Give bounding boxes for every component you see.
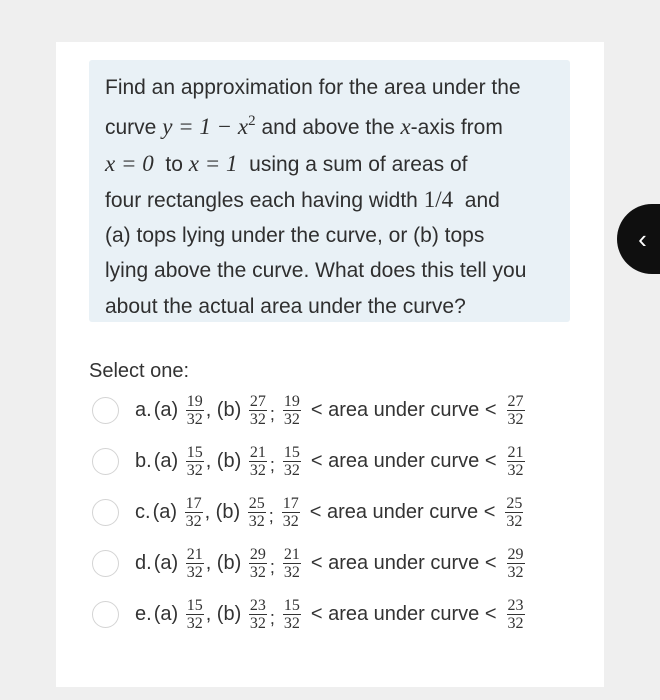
question-text bbox=[89, 60, 570, 322]
radio-button[interactable] bbox=[92, 601, 119, 628]
radio-button[interactable] bbox=[92, 499, 119, 526]
option-b[interactable]: b. (a) $\frac{15}{32}$ , (b) $\frac{21}{32}$ ; $\frac{15}{32}$ < area under curve < $\frac{21}{32}$ bbox=[92, 439, 527, 483]
fraction: $\frac{21}{32}$ bbox=[186, 545, 203, 581]
option-d[interactable]: d. (a) $\frac{21}{32}$ , (b) $\frac{29}{32}$ ; $\frac{21}{32}$ < area under curve < $\frac{29}{32}$ bbox=[92, 541, 527, 585]
fraction: $\frac{27}{32}$ bbox=[507, 392, 524, 428]
chevron-left-icon: ‹ bbox=[638, 223, 647, 254]
fraction: $\frac{21}{32}$ bbox=[283, 545, 300, 581]
fraction: $\frac{15}{32}$ bbox=[283, 443, 300, 479]
question-line-2: curve $y = 1 - x^2$ and above the x-axis from bbox=[105, 113, 503, 140]
question-line-4: four rectangles each having width 1/4 and bbox=[105, 186, 500, 212]
radio-button[interactable] bbox=[92, 397, 119, 424]
fraction: $\frac{21}{32}$ bbox=[249, 443, 266, 479]
fraction: $\frac{15}{32}$ bbox=[283, 596, 300, 632]
question-line-5: (a) tops lying under the curve, or (b) tops bbox=[105, 224, 485, 248]
question-line-3: x = 0 to x = 1 using a sum of areas of bbox=[105, 150, 468, 176]
option-e[interactable]: e. (a) $\frac{15}{32}$ , (b) $\frac{23}{32}$ ; $\frac{15}{32}$ < area under curve < $\frac{23}{32}$ bbox=[92, 592, 527, 636]
fraction: $\frac{25}{32}$ bbox=[506, 494, 523, 530]
fraction: $\frac{19}{32}$ bbox=[186, 392, 203, 428]
fraction: $\frac{23}{32}$ bbox=[249, 596, 266, 632]
question-line-7: about the actual area under the curve? bbox=[105, 294, 466, 318]
quiz-card bbox=[56, 42, 604, 687]
radio-button[interactable] bbox=[92, 550, 119, 577]
fraction: $\frac{21}{32}$ bbox=[507, 443, 524, 479]
fraction: $\frac{27}{32}$ bbox=[249, 392, 266, 428]
fraction: $\frac{15}{32}$ bbox=[186, 596, 203, 632]
collapse-drawer-button[interactable] bbox=[617, 204, 660, 274]
fraction: $\frac{23}{32}$ bbox=[507, 596, 524, 632]
question-line-1: Find an approximation for the area under the bbox=[105, 76, 521, 99]
fraction: $\frac{17}{32}$ bbox=[185, 494, 202, 530]
fraction: $\frac{25}{32}$ bbox=[248, 494, 265, 530]
fraction: $\frac{29}{32}$ bbox=[507, 545, 524, 581]
fraction: $\frac{19}{32}$ bbox=[283, 392, 300, 428]
option-c[interactable]: c. (a) $\frac{17}{32}$ , (b) $\frac{25}{32}$ ; $\frac{17}{32}$ < area under curve < $\frac{25}{32}$ bbox=[92, 490, 525, 534]
select-prompt: Select one: bbox=[89, 360, 190, 382]
fraction: $\frac{15}{32}$ bbox=[186, 443, 203, 479]
option-a[interactable]: a. (a) $\frac{19}{32}$ , (b) $\frac{27}{32}$ ; $\frac{19}{32}$ < area under curve < $\frac{27}{32}$ bbox=[92, 388, 527, 432]
fraction: $\frac{29}{32}$ bbox=[249, 545, 266, 581]
question-line-6: lying above the curve. What does this tell you bbox=[105, 259, 527, 283]
radio-button[interactable] bbox=[92, 448, 119, 475]
fraction: $\frac{17}{32}$ bbox=[282, 494, 299, 530]
